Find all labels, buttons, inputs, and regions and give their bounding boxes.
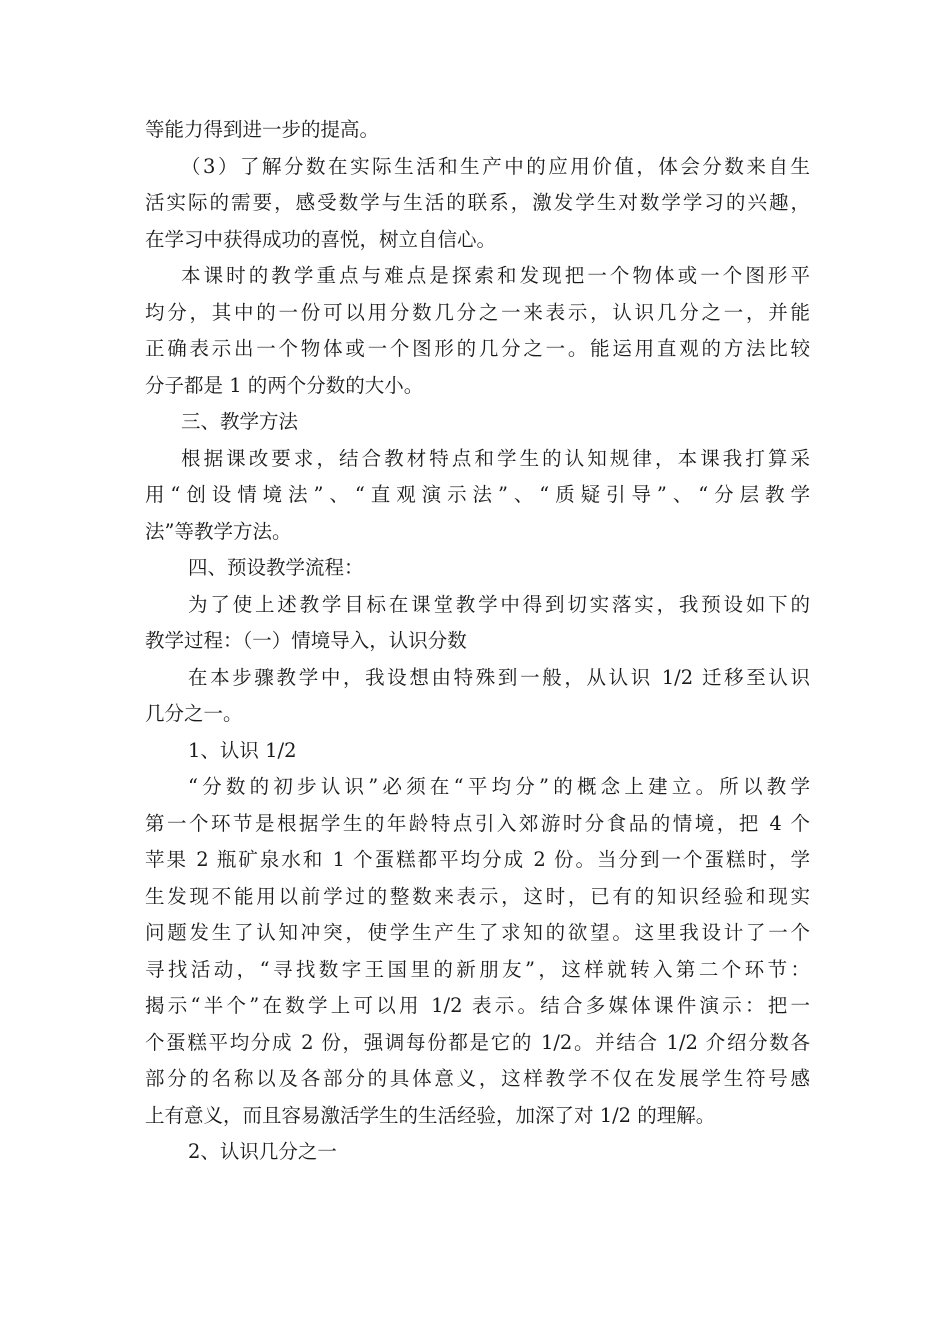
paragraph-line: 本课时的教学重点与难点是探索和发现把一个物体或一个图形平 [181,264,810,287]
paragraph-line: 正确表示出一个物体或一个图形的几分之一。能运用直观的方法比较 [145,337,810,360]
paragraph-line: 生发现不能用以前学过的整数来表示，这时，已有的知识经验和现实 [145,884,810,908]
document-body [145,112,810,1171]
paragraph-line: 根据课改要求，结合教材特点和学生的认知规律，本课我打算采 [181,446,810,470]
paragraph-line: 活实际的需要，感受数学与生活的联系，激发学生对数学学习的兴趣， [145,191,810,214]
paragraph-line: 法”等教学方法。 [145,519,292,543]
paragraph-line: （3）了解分数在实际生活和生产中的应用价值，体会分数来自生 [181,154,810,178]
paragraph-line: 上有意义，而且容易激活学生的生活经验，加深了对 1/2 的理解。 [145,1103,716,1127]
paragraph-line: 分子都是 1 的两个分数的大小。 [145,373,424,397]
paragraph-line: 几分之一。 [145,702,243,725]
paragraph-line: “分数的初步认识”必须在“平均分”的概念上建立。所以教学 [188,775,810,798]
paragraph-line: 为了使上述教学目标在课堂教学中得到切实落实，我预设如下的 [188,592,810,616]
paragraph-line: 用“创设情境法”、“直观演示法”、“质疑引导”、“分层教学 [145,483,810,506]
paragraph-line: 在本步骤教学中，我设想由特殊到一般，从认识 1/2 迁移至认识 [188,665,810,689]
section-heading: 三、教学方法 [181,410,299,433]
paragraph-line: 揭示“半个”在数学上可以用 1/2 表示。结合多媒体课件演示：把一 [145,994,810,1017]
paragraph-line: 苹果 2 瓶矿泉水和 1 个蛋糕都平均分成 2 份。当分到一个蛋糕时，学 [145,848,810,871]
section-heading: 四、预设教学流程： [188,556,364,579]
paragraph-line: 个蛋糕平均分成 2 份，强调每份都是它的 1/2。并结合 1/2 介绍分数各 [145,1030,810,1054]
paragraph-line: 寻找活动，“寻找数字王国里的新朋友”，这样就转入第二个环节： [145,957,810,981]
paragraph-line: 问题发生了认知冲突，使学生产生了求知的欲望。这里我设计了一个 [145,921,810,944]
paragraph-line: 教学过程：（一）情境导入，认识分数 [145,629,467,652]
subsection-heading: 1、认识 1/2 [188,738,297,762]
paragraph-line: 均分，其中的一份可以用分数几分之一来表示，认识几分之一，并能 [145,300,810,324]
subsection-heading: 2、认识几分之一 [188,1140,337,1163]
paragraph-line: 等能力得到进一步的提高。 [145,118,380,141]
paragraph-line: 在学习中获得成功的喜悦，树立自信心。 [145,227,497,251]
paragraph-line: 第一个环节是根据学生的年龄特点引入郊游时分食品的情境，把 4 个 [145,811,810,835]
paragraph-line: 部分的名称以及各部分的具体意义，这样教学不仅在发展学生符号感 [145,1067,810,1090]
